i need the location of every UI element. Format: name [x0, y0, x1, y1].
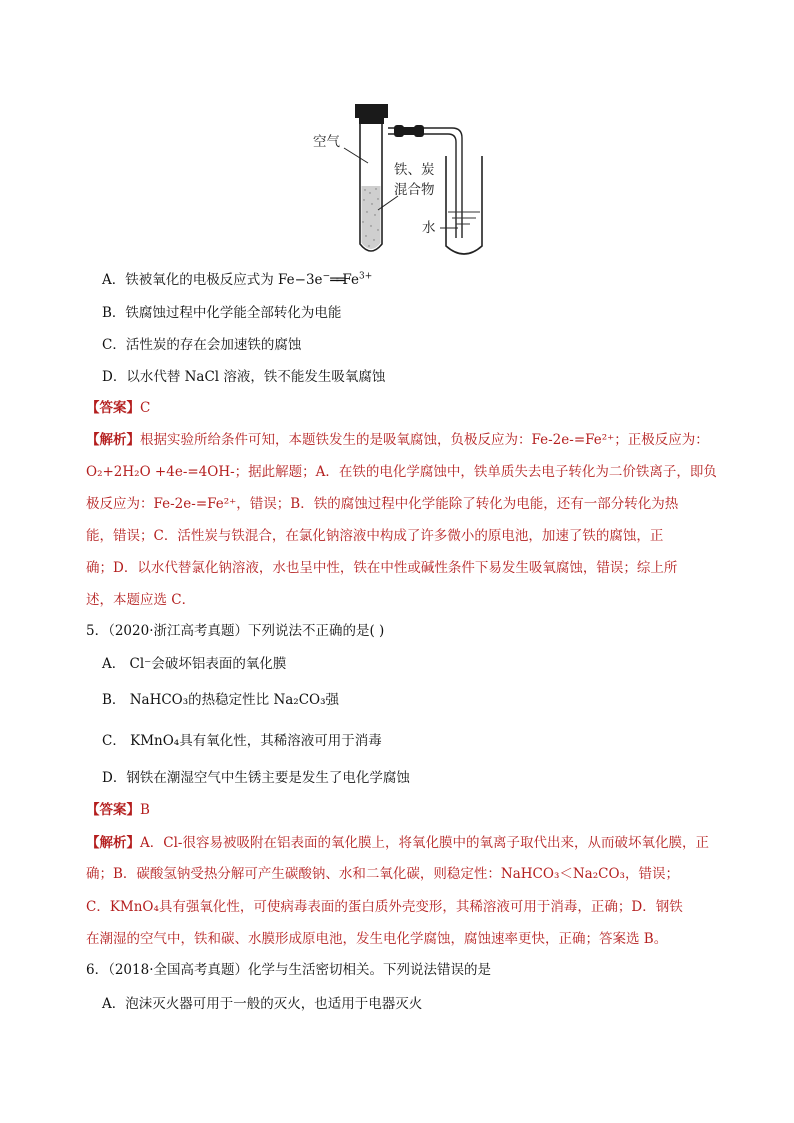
label-water: 水 [422, 220, 436, 236]
q5-analysis-line-2: 确；B．碳酸氢钠受热分解可产生碳酸钠、水和二氧化碳，则稳定性：NaHCO₃＜Na₂CO₃，错误； [86, 866, 679, 882]
q5-analysis-line-1: 【解析】A．Cl-很容易被吸附在铝表面的氧化膜上，将氧化膜中的氧离子取代出来，从而破坏氧化膜，正 [86, 835, 709, 851]
label-air: 空气 [313, 134, 340, 150]
q4-analysis-line-4: 能，错误；C．活性炭与铁混合，在氯化钠溶液中构成了许多微小的原电池，加速了铁的腐蚀，正 [86, 528, 664, 544]
q4-option-d: D．以水代替 NaCl 溶液，铁不能发生吸氧腐蚀 [102, 369, 386, 385]
q6-option-a: A．泡沫灭火器可用于一般的灭火，也适用于电器灭火 [102, 996, 423, 1012]
water-level [448, 212, 480, 224]
q4-analysis-line-1: 【解析】根据实验所给条件可知，本题铁发生的是吸氧腐蚀，负极反应为：Fe-2e-=Fe²⁺；正极反应为： [86, 432, 709, 448]
q5-option-b: B． NaHCO₃的热稳定性比 Na₂CO₃强 [102, 692, 340, 708]
q4-option-c: C．活性炭的存在会加速铁的腐蚀 [102, 337, 302, 353]
test-tube-right [446, 156, 482, 254]
q5-analysis-line-4: 在潮湿的空气中，铁和碳、水膜形成原电池，发生电化学腐蚀，腐蚀速率更快，正确；答案选 B。 [86, 931, 668, 947]
q5-option-c: C． KMnO₄具有氧化性，其稀溶液可用于消毒 [102, 733, 382, 749]
label-mixture-line1: 铁、炭 [394, 162, 435, 178]
q4-analysis-line-5: 确；D．以水代替氯化钠溶液，水也呈中性，铁在中性或碱性条件下易发生吸氧腐蚀，错误；综上所 [86, 560, 678, 576]
q5-option-d: D．钢铁在潮湿空气中生锈主要是发生了电化学腐蚀 [102, 770, 410, 786]
q4-analysis-line-2: O₂+2H₂O +4e-=4OH-；据此解题；A．在铁的电化学腐蚀中，铁单质失去电子转化为二价铁离子，即负 [86, 464, 717, 480]
q5-stem: 5．（2020·浙江高考真题）下列说法不正确的是( ) [86, 623, 385, 639]
label-mixture-line2: 混合物 [394, 182, 435, 198]
q5-analysis-line-3: C．KMnO₄具有强氧化性，可使病毒表面的蛋白质外壳变形，其稀溶液可用于消毒，正确；D．钢铁 [86, 899, 683, 915]
q4-analysis-line-6: 述，本题应选 C． [86, 592, 196, 608]
q4-analysis-line-3: 极反应为：Fe-2e-=Fe²⁺，错误；B．铁的腐蚀过程中化学能除了转化为电能，还有一部分转化为热 [86, 496, 679, 512]
q4-option-a: A．铁被氧化的电极反应式为 $Fe-3e^-══Fe^{3+}$ [102, 271, 373, 288]
iron-carbon-mixture [362, 186, 381, 249]
q5-answer: 【答案】B [86, 802, 150, 818]
q6-stem: 6．（2018·全国高考真题）化学与生活密切相关。下列说法错误的是 [86, 962, 491, 978]
stopper [355, 104, 388, 118]
q5-option-a: A． Cl⁻会破坏铝表面的氧化膜 [102, 656, 287, 672]
apparatus-figure [0, 95, 794, 365]
q4-answer: 【答案】C [86, 400, 151, 416]
q4-option-b: B．铁腐蚀过程中化学能全部转化为电能 [102, 305, 342, 321]
